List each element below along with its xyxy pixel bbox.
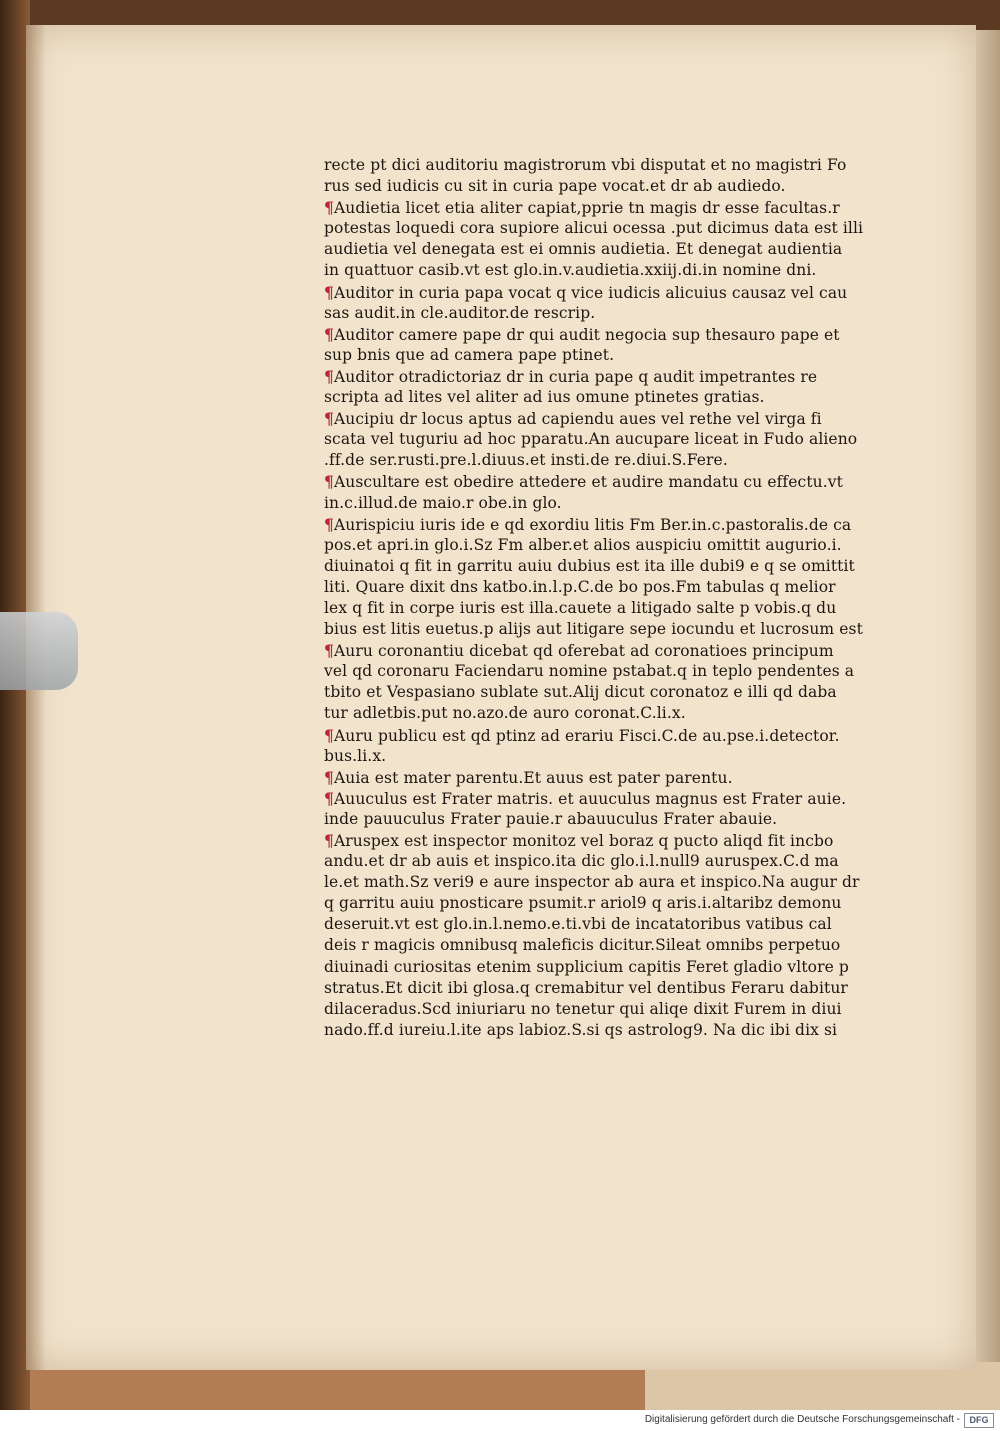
- text-line: [324, 725, 944, 746]
- text-line-content: scripta ad lites vel aliter ad ius omune ptinetes gratias.: [324, 388, 765, 407]
- paragraph-mark: ¶: [324, 788, 334, 808]
- text-line-content: bius est litis euetus.p alijs aut litigare sepe iocundu et lucrosum est: [324, 620, 863, 639]
- text-line-content: le.et math.Sz veri9 e aure inspector ab aura et inspico.Na augur dr: [324, 873, 860, 892]
- text-line: [324, 893, 944, 914]
- text-line: [324, 239, 944, 260]
- text-line: [324, 556, 944, 577]
- text-line-content: pos.et apri.in glo.i.Sz Fm alber.et alios auspiciu omittit augurio.i.: [324, 535, 842, 554]
- page-edges: [972, 30, 1000, 1410]
- text-line-content: stratus.Et dicit ibi glosa.q cremabitur vel dentibus Feraru dabitur: [324, 978, 848, 997]
- text-line-content: Auia est mater parentu.Et auus est pater parentu.: [333, 768, 733, 787]
- paragraph-mark: ¶: [324, 366, 334, 386]
- paragraph-mark: ¶: [324, 409, 334, 429]
- footer-credit: Digitalisierung gefördert durch die Deutsche Forschungsgemeinschaft -: [644, 1414, 960, 1425]
- text-line: [324, 830, 944, 851]
- text-line-content: Audietia licet etia aliter capiat,pprie tn magis dr esse facultas.r: [333, 199, 840, 218]
- text-line-content: inde pauuculus Frater pauie.r abauuculus Frater abauie.: [324, 809, 778, 828]
- text-line: [324, 767, 944, 788]
- paragraph-mark: ¶: [324, 641, 334, 661]
- gutter-shadow: [26, 25, 46, 1370]
- text-line-content: in.c.illud.de maio.r obe.in glo.: [324, 493, 562, 512]
- text-line-content: sup bnis que ad camera pape ptinet.: [324, 345, 615, 364]
- text-line-content: Auditor camere pape dr qui audit negocia sup thesauro pape et: [333, 325, 840, 344]
- text-line: [324, 155, 944, 176]
- text-line-content: nado.ff.d iureiu.l.ite aps labioz.S.si qs astrolog9. Na dic ibi dix si: [324, 1020, 838, 1039]
- text-line: [324, 345, 944, 366]
- text-line-content: dilaceradus.Scd iniuriaru no tenetur qui aliqe dixit Furem in diui: [324, 999, 842, 1018]
- text-line: [324, 809, 944, 830]
- text-line: [324, 914, 944, 935]
- text-line: [324, 282, 944, 303]
- text-line-content: Auuculus est Frater matris. et auuculus magnus est Frater auie.: [333, 789, 847, 808]
- text-line: [324, 577, 944, 598]
- text-line: [324, 197, 944, 218]
- text-line-content: diuinadi curiositas etenim supplicium capitis Feret gladio vltore p: [324, 957, 849, 976]
- text-line-content: .ff.de ser.rusti.pre.l.diuus.et insti.de re.diui.S.Fere.: [324, 451, 728, 470]
- text-line-content: liti. Quare dixit dns katbo.in.l.p.C.de bo pos.Fm tabulas q melior: [324, 577, 836, 596]
- text-line: [324, 493, 944, 514]
- text-line: [324, 176, 944, 197]
- text-line-content: q garritu auiu pnosticare psumit.r ariol9 q aris.i.altaribz demonu: [324, 894, 842, 913]
- text-line: [324, 999, 944, 1020]
- text-line: [324, 957, 944, 978]
- text-line: [324, 661, 944, 682]
- text-line-content: lex q fit in corpe iuris est illa.cauete a litigado salte p vobis.q du: [324, 598, 837, 617]
- paragraph-mark: ¶: [324, 725, 334, 745]
- text-line-content: in quattuor casib.vt est glo.in.v.audietia.xxiij.di.in nomine dni.: [324, 261, 817, 280]
- text-line-content: Auru publicu est qd ptinz ad erariu Fisci.C.de au.pse.i.detector.: [333, 726, 840, 745]
- text-line: [324, 640, 944, 661]
- text-line-content: deis r magicis omnibusq maleficis dicitur.Sileat omnibs perpetuo: [324, 936, 841, 955]
- text-line-content: Auscultare est obedire attedere et audire mandatu cu effectu.vt: [333, 473, 843, 492]
- text-line: [324, 471, 944, 492]
- text-line-content: tur adletbis.put no.azo.de auro coronat.C.li.x.: [324, 704, 686, 723]
- paragraph-mark: ¶: [324, 282, 334, 302]
- text-line: [324, 260, 944, 281]
- text-line-content: tbito et Vespasiano sublate sut.Alij dicut coronatoz e illi qd daba: [324, 683, 837, 702]
- text-line-content: rus sed iudicis cu sit in curia pape vocat.et dr ab audiedo.: [324, 177, 786, 196]
- dfg-logo: DFG: [964, 1413, 994, 1428]
- text-line: [324, 366, 944, 387]
- text-line: [324, 218, 944, 239]
- paragraph-mark: ¶: [324, 472, 334, 492]
- text-line: [324, 978, 944, 999]
- text-line-content: audietia vel denegata est ei omnis audietia. Et denegat audientia: [324, 240, 843, 259]
- text-line-content: diuinatoi q fit in garritu auiu dubius est ita ille dubi9 e q se omittit: [324, 556, 855, 575]
- text-line: [324, 514, 944, 535]
- text-line: [324, 324, 944, 345]
- text-line: [324, 387, 944, 408]
- text-line-content: Auru coronantiu dicebat qd oferebat ad coronatioes principum: [333, 642, 834, 661]
- text-line-content: potestas loquedi cora supiore alicui ocessa .put dicimus data est illi: [324, 219, 864, 238]
- text-line: [324, 619, 944, 640]
- text-line: [324, 408, 944, 429]
- text-line-content: scata vel tuguriu ad hoc pparatu.An aucupare liceat in Fudo alieno: [324, 430, 858, 449]
- text-line: [324, 303, 944, 324]
- text-line: [324, 1020, 944, 1041]
- paragraph-mark: ¶: [324, 831, 334, 850]
- text-line-content: Aurispiciu iuris ide e qd exordiu litis Fm Ber.in.c.pastoralis.de ca: [333, 515, 852, 534]
- text-line-content: Aruspex est inspector monitoz vel boraz q pucto aliqd fit incbo: [333, 832, 834, 850]
- paragraph-mark: ¶: [324, 514, 334, 534]
- text-line: [324, 598, 944, 619]
- text-line: [324, 746, 944, 767]
- paragraph-mark: ¶: [324, 767, 334, 787]
- text-line-content: Aucipiu dr locus aptus ad capiendu aues vel rethe vel virga fi: [333, 410, 822, 429]
- paragraph-mark: ¶: [324, 324, 334, 344]
- text-line-content: bus.li.x.: [324, 746, 387, 765]
- text-line: [324, 935, 944, 956]
- text-line-content: Auditor in curia papa vocat q vice iudicis alicuius causaz vel cau: [333, 283, 848, 302]
- text-line: [324, 788, 944, 809]
- text-line: [324, 851, 944, 872]
- paragraph-mark: ¶: [324, 198, 334, 218]
- text-line-content: vel qd coronaru Faciendaru nomine pstabat.q in teplo pendentes a: [324, 662, 855, 681]
- text-line: [324, 703, 944, 724]
- text-line-content: Auditor otradictoriaz dr in curia pape q audit impetrantes re: [333, 367, 818, 386]
- text-line-content: recte pt dici auditoriu magistrorum vbi disputat et no magistri Fo: [324, 156, 847, 174]
- clip-holder: [0, 612, 78, 690]
- footer-bar: [0, 1410, 1000, 1431]
- text-line: [324, 535, 944, 556]
- text-line: [324, 450, 944, 471]
- text-line-content: sas audit.in cle.auditor.de rescrip.: [324, 303, 596, 322]
- text-line: [324, 429, 944, 450]
- text-line-content: deseruit.vt est glo.in.l.nemo.e.ti.vbi de incatatoribus vatibus cal: [324, 915, 832, 934]
- text-line: [324, 872, 944, 893]
- text-line-content: andu.et dr ab auis et inspico.ita dic glo.i.l.null9 auruspex.C.d ma: [324, 852, 839, 871]
- text-line: [324, 682, 944, 703]
- text-column: [324, 155, 944, 1041]
